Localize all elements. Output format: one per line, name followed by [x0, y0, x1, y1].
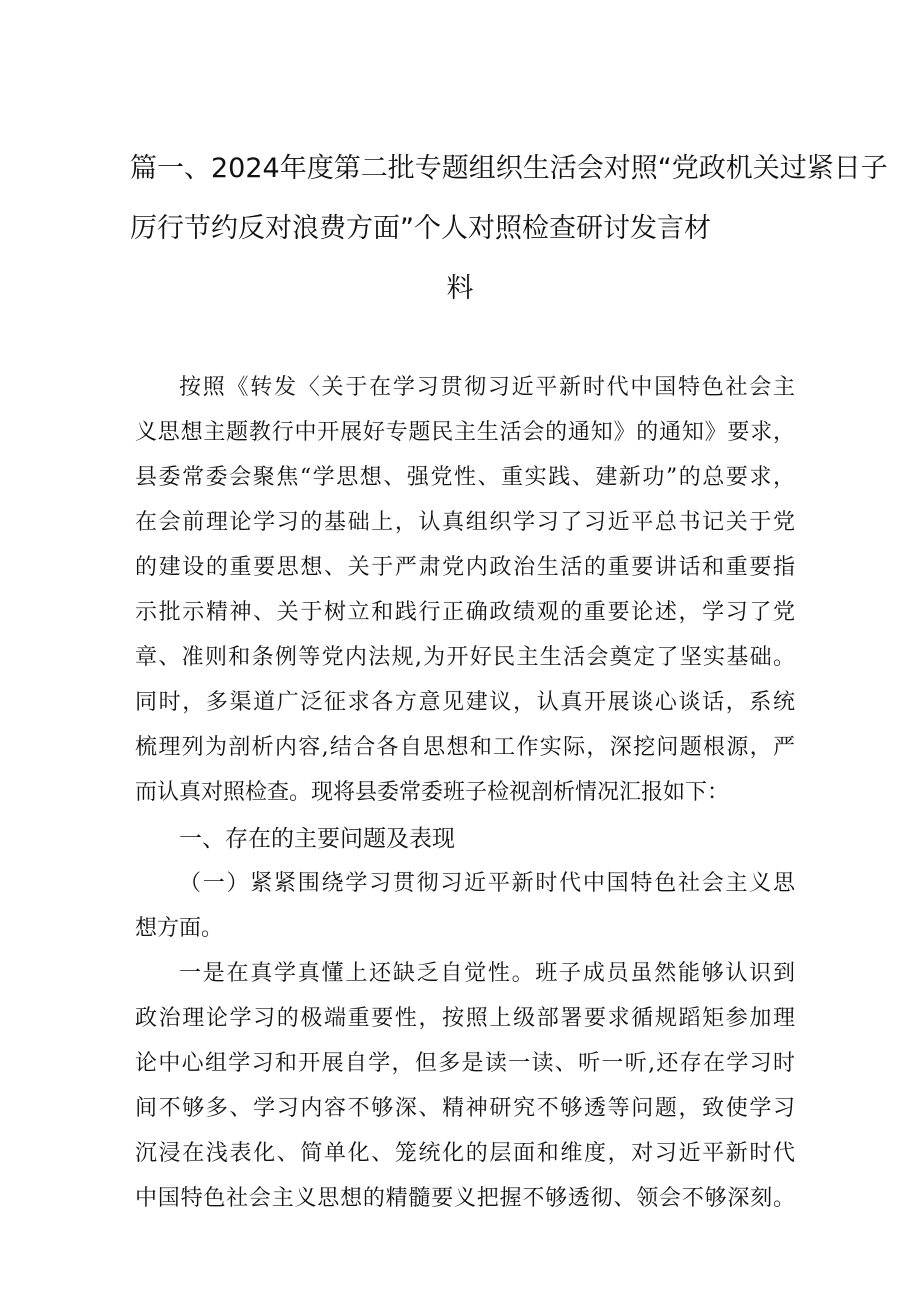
intro-line: 示批示精神、关于树立和践行正确政绩观的重要论述，学习了党 — [135, 600, 795, 625]
section-heading: 一、存在的主要问题及表现 — [179, 826, 455, 852]
point-line: 政治理论学习的极端重要性，按照上级部署要求循规蹈矩参加理 — [135, 1006, 795, 1031]
subsection-line: 想方面。 — [135, 916, 224, 941]
intro-line: 梳理列为剖析内容,结合各自思想和工作实际，深挖问题根源，严 — [135, 735, 795, 760]
intro-line: 按照《转发〈关于在学习贯彻习近平新时代中国特色社会主 — [179, 375, 795, 400]
point-line: 沉浸在浅表化、简单化、笼统化的层面和维度，对习近平新时代 — [135, 1141, 795, 1166]
intro-line: 同时，多渠道广泛征求各方意见建议，认真开展谈心谈话，系统 — [135, 690, 795, 715]
intro-line: 在会前理论学习的基础上，认真组织学习了习近平总书记关于党 — [135, 510, 795, 535]
document-title-line-3: 料 — [446, 273, 474, 304]
point-line: 一是在真学真懂上还缺乏自觉性。班子成员虽然能够认识到 — [179, 961, 795, 986]
document-title-line-2: 厉行节约反对浪费方面”个人对照检查研讨发言材 — [130, 213, 711, 244]
point-line: 中国特色社会主义思想的精髓要义把握不够透彻、领会不够深刻。 — [135, 1186, 795, 1211]
intro-line: 义思想主题教行中开展好专题民主生活会的通知》的通知》要求， — [135, 420, 795, 445]
intro-line: 县委常委会聚焦“学思想、强党性、重实践、建新功”的总要求， — [135, 465, 795, 490]
intro-line: 的建设的重要思想、关于严肃党内政治生活的重要讲话和重要指 — [135, 555, 795, 580]
document-title-line-1: 篇一、2024年度第二批专题组织生活会对照“党政机关过紧日子 — [130, 153, 888, 184]
subsection-line: （一）紧紧围绕学习贯彻习近平新时代中国特色社会主义思 — [179, 871, 795, 896]
point-line: 论中心组学习和开展自学，但多是读一读、听一听,还存在学习时 — [135, 1051, 795, 1076]
point-line: 间不够多、学习内容不够深、精神研究不够透等问题，致使学习 — [135, 1096, 795, 1121]
intro-line: 而认真对照检查。现将县委常委班子检视剖析情况汇报如下： — [135, 780, 730, 805]
intro-line: 章、准则和条例等党内法规,为开好民主生活会奠定了坚实基础。 — [135, 645, 795, 670]
